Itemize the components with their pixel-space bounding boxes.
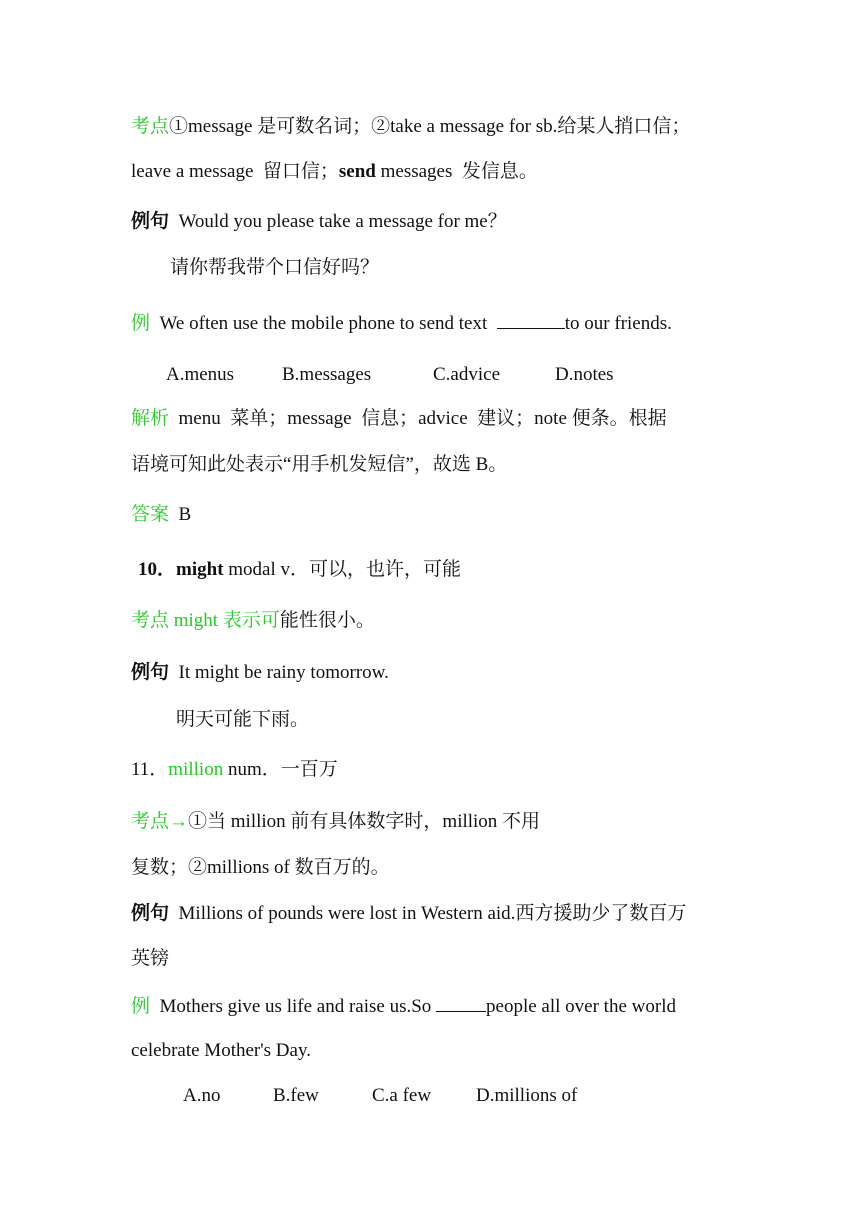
jiexi-text: menu 菜单；message 信息；advice 建议；note 便条。根据 [169, 408, 667, 429]
li-text-after: people all over the world [486, 996, 676, 1017]
option-c: C.a few [372, 1085, 432, 1106]
jiexi-label: 解析 [131, 408, 170, 429]
kaodian-text: ①message 是可数名词；②take a message for sb.给某人捎口信； [169, 116, 691, 137]
answer-blank [436, 993, 486, 1012]
item-11-exercise-1 [131, 993, 676, 1019]
item-11-kaodian-1 [131, 810, 540, 834]
kaodian-text-pre: leave a message 留口信； [131, 161, 339, 182]
headword: might [176, 559, 224, 580]
li-label: 例 [131, 996, 151, 1017]
answer-line [131, 503, 191, 527]
item-10-kaodian [131, 609, 375, 633]
option-a: A.no [183, 1085, 221, 1106]
item-11-example-2: 英镑 [131, 948, 170, 969]
example-sentence-line [131, 210, 507, 234]
liju-english: Would you please take a message for me？ [169, 211, 507, 232]
item-10-heading [138, 558, 461, 582]
analysis-line-2: 语境可知此处表示“用手机发短信”，故选 B。 [131, 454, 508, 475]
item-10-example [131, 661, 389, 685]
liju-english: It might be rainy tomorrow. [169, 662, 389, 683]
kaodian-bold-word: send [338, 161, 376, 182]
option-d: D.millions of [476, 1085, 578, 1106]
item-number: 11． [131, 759, 169, 780]
answer-blank [497, 310, 565, 329]
liju-label: 例句 [131, 903, 170, 924]
kaodian-label: 考点 [131, 116, 170, 137]
li-label: 例 [131, 313, 151, 334]
daan-label: 答案 [131, 504, 170, 525]
item-11-kaodian-2: 复数；②millions of 数百万的。 [131, 857, 390, 878]
item-number: 10． [138, 559, 177, 580]
kaodian-line-1 [131, 115, 690, 139]
kaodian-line-2 [131, 160, 538, 184]
li-text-after: to our friends. [564, 313, 672, 334]
liju-label: 例句 [131, 211, 170, 232]
li-text: We often use the mobile phone to send text [150, 313, 497, 334]
liju-english: Millions of pounds were lost in Western aid.西方援助少了数百万 [169, 903, 687, 924]
kaodian-text: ①当 million 前有具体数字时，million 不用 [188, 811, 541, 832]
option-b: B.messages [282, 364, 372, 385]
item-11-heading [131, 758, 338, 782]
kaodian-text-post: messages 发信息。 [375, 161, 538, 182]
option-a: A.menus [166, 364, 235, 385]
kaodian-green: 考点 might 表示可 [131, 610, 280, 631]
daan-value: B [169, 504, 192, 525]
item-11-exercise-2: celebrate Mother's Day. [131, 1040, 311, 1061]
headword: million [168, 759, 224, 780]
definition: modal v．可以，也许，可能 [223, 559, 462, 580]
kaodian-rest: 能性很小。 [279, 610, 375, 631]
example-translation: 请你帮我带个口信好吗？ [170, 257, 380, 278]
exercise-question [131, 310, 672, 336]
option-c: C.advice [433, 364, 501, 385]
item-10-translation: 明天可能下雨。 [176, 709, 310, 730]
li-text: Mothers give us life and raise us.So [150, 996, 437, 1017]
item-11-example-1 [131, 902, 686, 926]
option-d: D.notes [555, 364, 614, 385]
definition: num．一百万 [223, 759, 338, 780]
analysis-line-1 [131, 407, 667, 431]
liju-label: 例句 [131, 662, 170, 683]
option-b: B.few [273, 1085, 319, 1106]
kaodian-green: 考点→ [131, 811, 189, 832]
